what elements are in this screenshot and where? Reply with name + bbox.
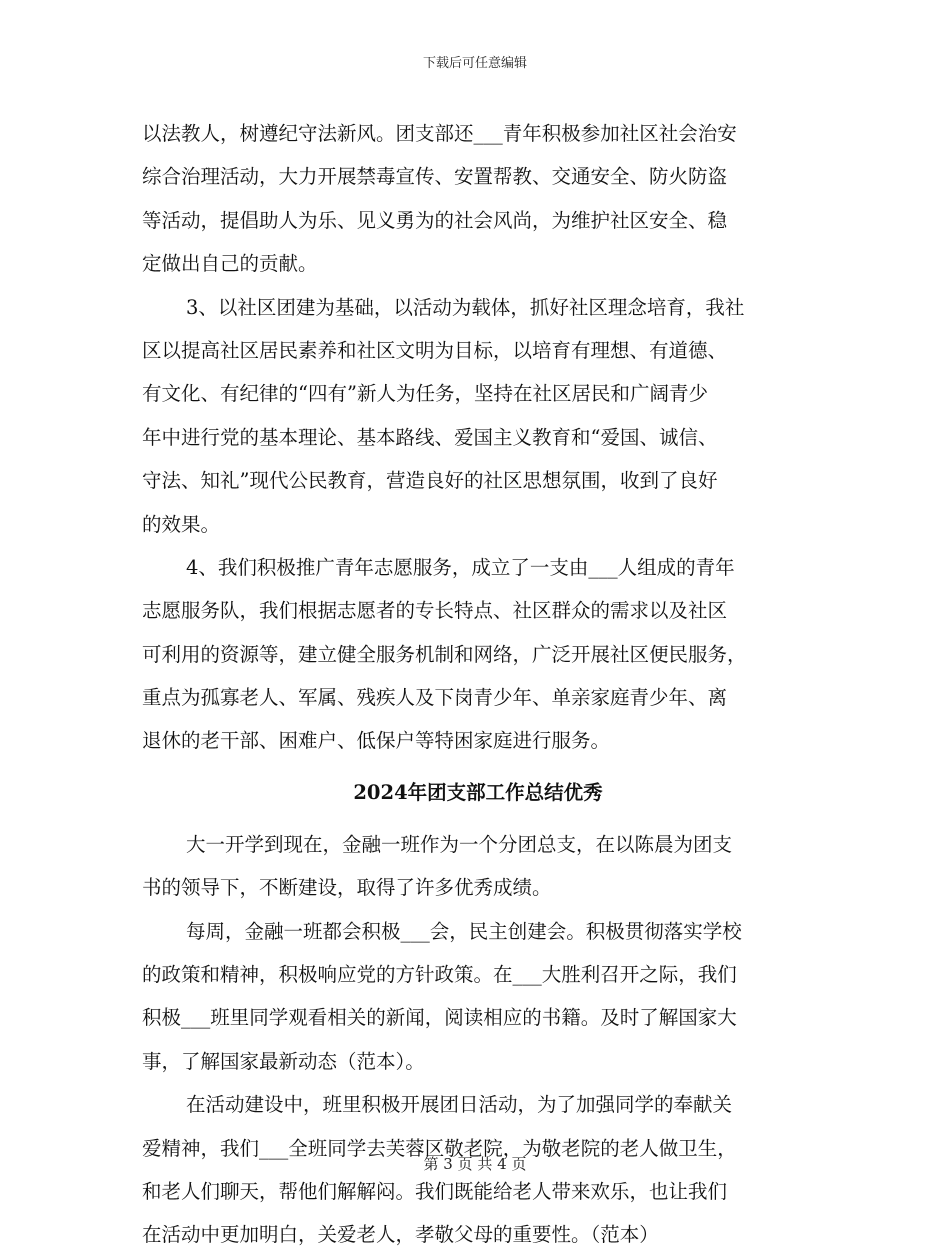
text-line: 退休的老干部、困难户、低保户等特困家庭进行服务。 [142, 729, 611, 753]
page-header-note: 下载后可任意编辑 [422, 56, 527, 71]
section-heading: 2024年团支部工作总结优秀 [353, 780, 603, 804]
text-line: 年中进行党的基本理论、基本路线、爱国主义教育和“爱国、诚信、 [142, 425, 718, 449]
text-line: 以法教人，树遵纪守法新风。团支部还___青年积极参加社区社会治安 [142, 122, 737, 145]
paragraph-3 [142, 286, 814, 546]
text-line: 等活动，提倡助人为乐、见义勇为的社会风尚，为维护社区安全、稳 [142, 208, 728, 232]
text-line: 大一开学到现在，金融一班作为一个分团总支，在以陈晨为团支 [186, 832, 733, 856]
text-line: 区以提高社区居民素养和社区文明为目标，以培育有理想、有道德、 [142, 338, 728, 362]
text-line: 4、我们积极推广青年志愿服务，成立了一支由___人组成的青年 [186, 555, 735, 579]
paragraph-5 [142, 823, 814, 910]
text-line: 积极___班里同学观看相关的新闻，阅读相应的书籍。及时了解国家大 [142, 1006, 737, 1030]
text-line: 的效果。 [142, 512, 221, 536]
text-line: 综合治理活动，大力开展禁毒宣传、安置帮教、交通安全、防火防盗 [142, 165, 728, 189]
text-line: 可利用的资源等，建立健全服务机制和网络，广泛开展社区便民服务， [142, 642, 747, 666]
text-line: 每周，金融一班都会积极___会，民主创建会。积极贯彻落实学校 [186, 919, 742, 943]
text-line: 守法、知礼”现代公民教育，营造良好的社区思想氛围，收到了良好 [142, 469, 718, 493]
text-line: 的政策和精神，积极响应党的方针政策。在___大胜利召开之际，我们 [142, 963, 737, 987]
text-line: 在活动中更加明白，关爱老人，孝敬父母的重要性。（范本） [142, 1223, 659, 1247]
document-body [142, 112, 814, 1257]
text-line: 和老人们聊天，帮他们解解闷。我们既能给老人带来欢乐，也让我们 [142, 1179, 728, 1203]
text-line: 书的领导下，不断建设，取得了许多优秀成绩。 [142, 876, 552, 900]
page-number-footer: 第 3 页 共 4 页 [423, 1155, 527, 1173]
paragraph-6 [142, 910, 814, 1084]
paragraph-continued [142, 112, 814, 286]
text-line: 事，了解国家最新动态（范本）。 [142, 1049, 425, 1073]
text-line: 有文化、有纪律的“四有”新人为任务，坚持在社区居民和广阔青少 [142, 382, 708, 406]
text-line: 志愿服务队，我们根据志愿者的专长特点、社区群众的需求以及社区 [142, 599, 728, 623]
text-line: 定做出自己的贡献。 [142, 252, 318, 276]
text-line: 重点为孤寡老人、军属、残疾人及下岗青少年、单亲家庭青少年、离 [142, 686, 728, 710]
text-line: 3、以社区团建为基础，以活动为载体，抓好社区理念培育，我社 [186, 295, 745, 319]
paragraph-4 [142, 546, 814, 763]
text-line: 在活动建设中，班里积极开展团日活动，为了加强同学的奉献关 [186, 1093, 733, 1117]
text-line: 爱精神，我们___全班同学去芙蓉区敬老院，为敬老院的老人做卫生， [142, 1136, 737, 1160]
